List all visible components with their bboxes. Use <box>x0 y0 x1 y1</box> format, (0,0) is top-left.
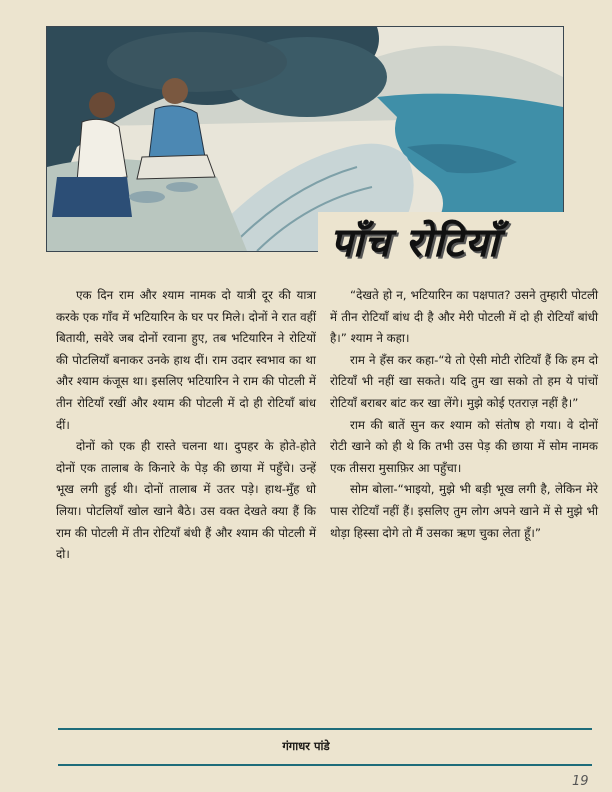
paragraph: “देखते हो न, भटियारिन का पक्षपात? उसने तुम्हारी पोटली में तीन रोटियाँ बांध दी है और मेरी पोटली में दो ही रोटियाँ बांधी है।” श्याम ने कहा। <box>330 288 598 346</box>
left-column <box>56 285 316 566</box>
right-column <box>330 285 598 544</box>
bottom-rule <box>58 764 592 766</box>
author-name: गंगाधर पांडे <box>282 739 330 753</box>
paragraph: सोम बोला-“भाइयो, मुझे भी बड़ी भूख लगी है, लेकिन मेरे पास रोटियाँ नहीं हैं। इसलिए तुम लोग अपने खाने में से मुझे भी थोड़ा हिस्सा दोगे तो मैं उसका ऋण चुका लेता हूँ।” <box>330 482 598 540</box>
paragraph: दोनों को एक ही रास्ते चलना था। दुपहर के होते-होते दोनों एक तालाब के किनारे के पेड़ की छाया में पहुँचे। उन्हें भूख लगी हुई थी। दोनों तालाब में उतर पड़े। हाथ-मुँह धो लिया। पोटलियाँ खोल खाने बैठे। उस वक्त देखते क्या हैं कि राम की पोटली में तीन रोटियाँ बंधी हैं और श्याम की पोटली में दो। <box>56 439 316 562</box>
paragraph: राम ने हँस कर कहा-“ये तो ऐसी मोटी रोटियाँ हैं कि हम दो रोटियाँ भी नहीं खा सकते। यदि तुम खा सको तो हम ये पांचों रोटियाँ बराबर बांट कर खा लेंगे। मुझे कोई एतराज़ नहीं है।” <box>330 352 598 410</box>
paragraph: राम की बातें सुन कर श्याम को संतोष हो गया। वे दोनों रोटी खाने को ही थे कि तभी उस पेड़ की छाया में सोम नामक एक तीसरा मुसाफ़िर आ पहुँचा। <box>330 417 598 475</box>
top-rule <box>58 728 592 730</box>
page-number: 19 <box>572 774 589 789</box>
story-title: पाँच रोटियाँ <box>330 220 500 266</box>
paragraph: एक दिन राम और श्याम नामक दो यात्री दूर की यात्रा करके एक गाँव में भटियारिन के घर पर मिले। दोनों ने रात वहीं बितायी, सवेरे जब दोनों रवाना हुए, तब भटियारिन ने रोटियों की पोटलियाँ बनाकर उनके हाथ दीं। राम उदार स्वभाव का था और श्याम कंजूस था। इसलिए भटियारिन ने राम की पोटली में तीन रोटियाँ रखीं और श्याम की पोटली में दो ही रोटियाँ बांध दीं। <box>56 288 316 432</box>
